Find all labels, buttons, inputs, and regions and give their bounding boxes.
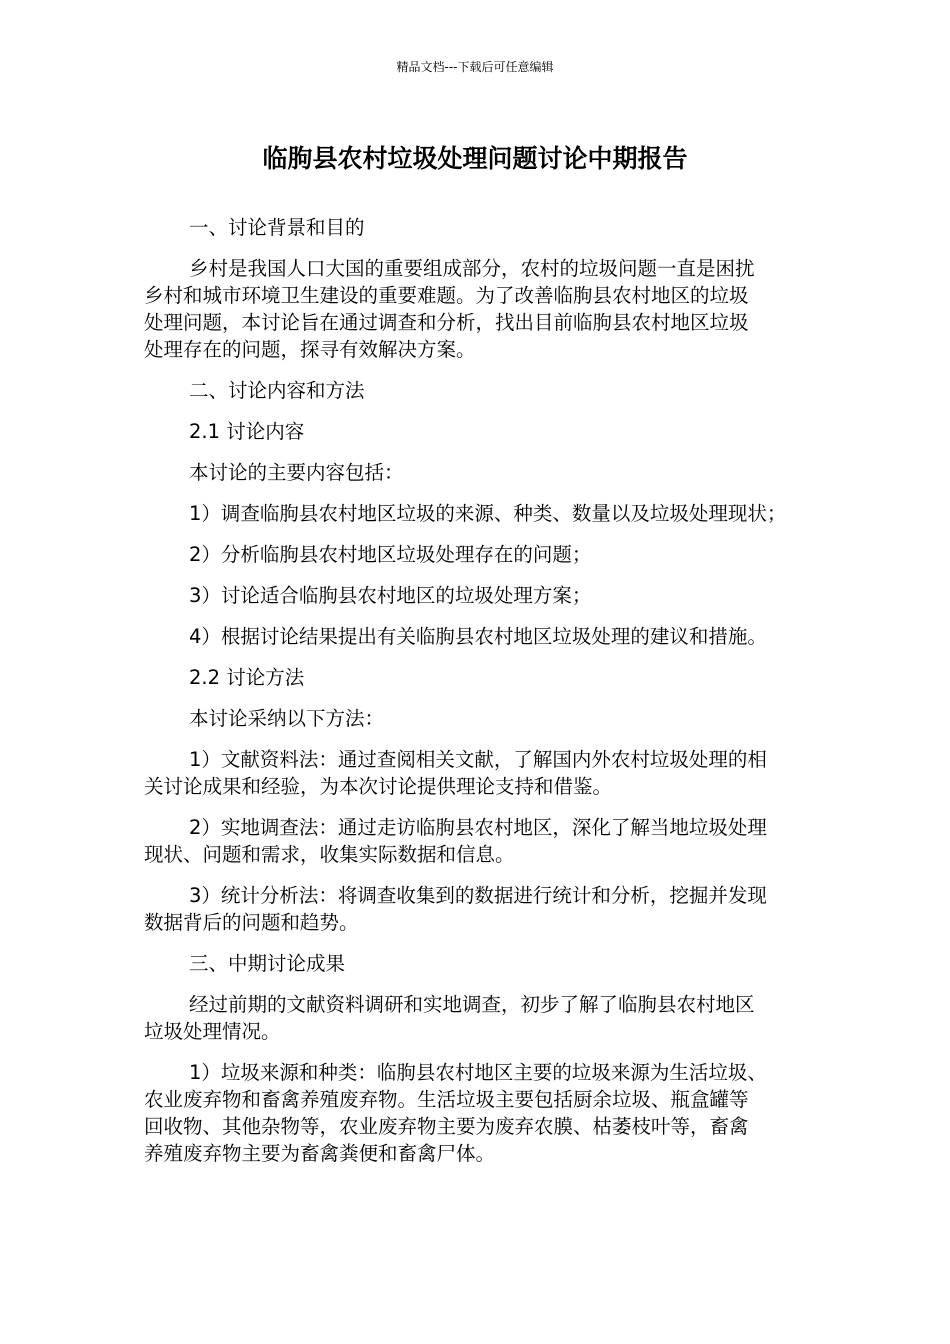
paragraph: 本讨论采纳以下方法：	[189, 707, 385, 730]
text-line: 处理问题，本讨论旨在通过调查和分析，找出目前临朐县农村地区垃圾	[144, 311, 749, 334]
list-item	[144, 1059, 816, 1167]
subsection-heading: 2.2 讨论方法	[189, 666, 305, 689]
text-line: 现状、问题和需求，收集实际数据和信息。	[144, 843, 515, 866]
text-line: 回收物、其他杂物等，农业废弃物主要为废弃农膜、枯萎枝叶等，畜禽	[144, 1115, 749, 1138]
text-line: 垃圾处理情况。	[144, 1020, 281, 1043]
text-line: 数据背后的问题和趋势。	[144, 911, 359, 934]
text-line: 1）文献资料法：通过查阅相关文献，了解国内外农村垃圾处理的相	[189, 748, 767, 771]
list-item: 3）讨论适合临朐县农村地区的垃圾处理方案；	[189, 584, 592, 607]
text-line: 处理存在的问题，探寻有效解决方案。	[144, 338, 476, 361]
paragraph	[144, 255, 816, 363]
text-line: 农业废弃物和畜禽养殖废弃物。生活垃圾主要包括厨余垃圾、瓶盒罐等	[144, 1088, 749, 1111]
text-line: 乡村和城市环境卫生建设的重要难题。为了改善临朐县农村地区的垃圾	[144, 284, 749, 307]
text-line: 经过前期的文献资料调研和实地调查，初步了解了临朐县农村地区	[189, 993, 755, 1016]
page-header: 精品文档---下载后可任意编辑	[396, 60, 554, 74]
list-item	[144, 882, 816, 936]
text-line: 3）统计分析法：将调查收集到的数据进行统计和分析，挖掘并发现	[189, 884, 767, 907]
subsection-heading: 2.1 讨论内容	[189, 420, 305, 443]
document-body	[144, 214, 816, 1167]
list-item: 1）调查临朐县农村地区垃圾的来源、种类、数量以及垃圾处理现状；	[189, 502, 787, 525]
section-heading: 二、讨论内容和方法	[189, 379, 365, 402]
list-item	[144, 746, 816, 800]
text-line: 乡村是我国人口大国的重要组成部分，农村的垃圾问题一直是困扰	[189, 257, 755, 280]
list-item: 2）分析临朐县农村地区垃圾处理存在的问题；	[189, 543, 592, 566]
paragraph	[144, 991, 816, 1045]
text-line: 关讨论成果和经验，为本次讨论提供理论支持和借鉴。	[144, 775, 613, 798]
list-item: 4）根据讨论结果提出有关临朐县农村地区垃圾处理的建议和措施。	[189, 625, 767, 648]
text-line: 1）垃圾来源和种类：临朐县农村地区主要的垃圾来源为生活垃圾、	[189, 1061, 767, 1084]
text-line: 2）实地调查法：通过走访临朐县农村地区，深化了解当地垃圾处理	[189, 816, 767, 839]
paragraph: 本讨论的主要内容包括：	[189, 461, 404, 484]
list-item	[144, 814, 816, 868]
section-heading: 三、中期讨论成果	[189, 952, 346, 975]
document-title: 临朐县农村垃圾处理问题讨论中期报告	[262, 144, 688, 173]
section-heading: 一、讨论背景和目的	[189, 216, 365, 239]
text-line: 养殖废弃物主要为畜禽粪便和畜禽尸体。	[144, 1142, 496, 1165]
